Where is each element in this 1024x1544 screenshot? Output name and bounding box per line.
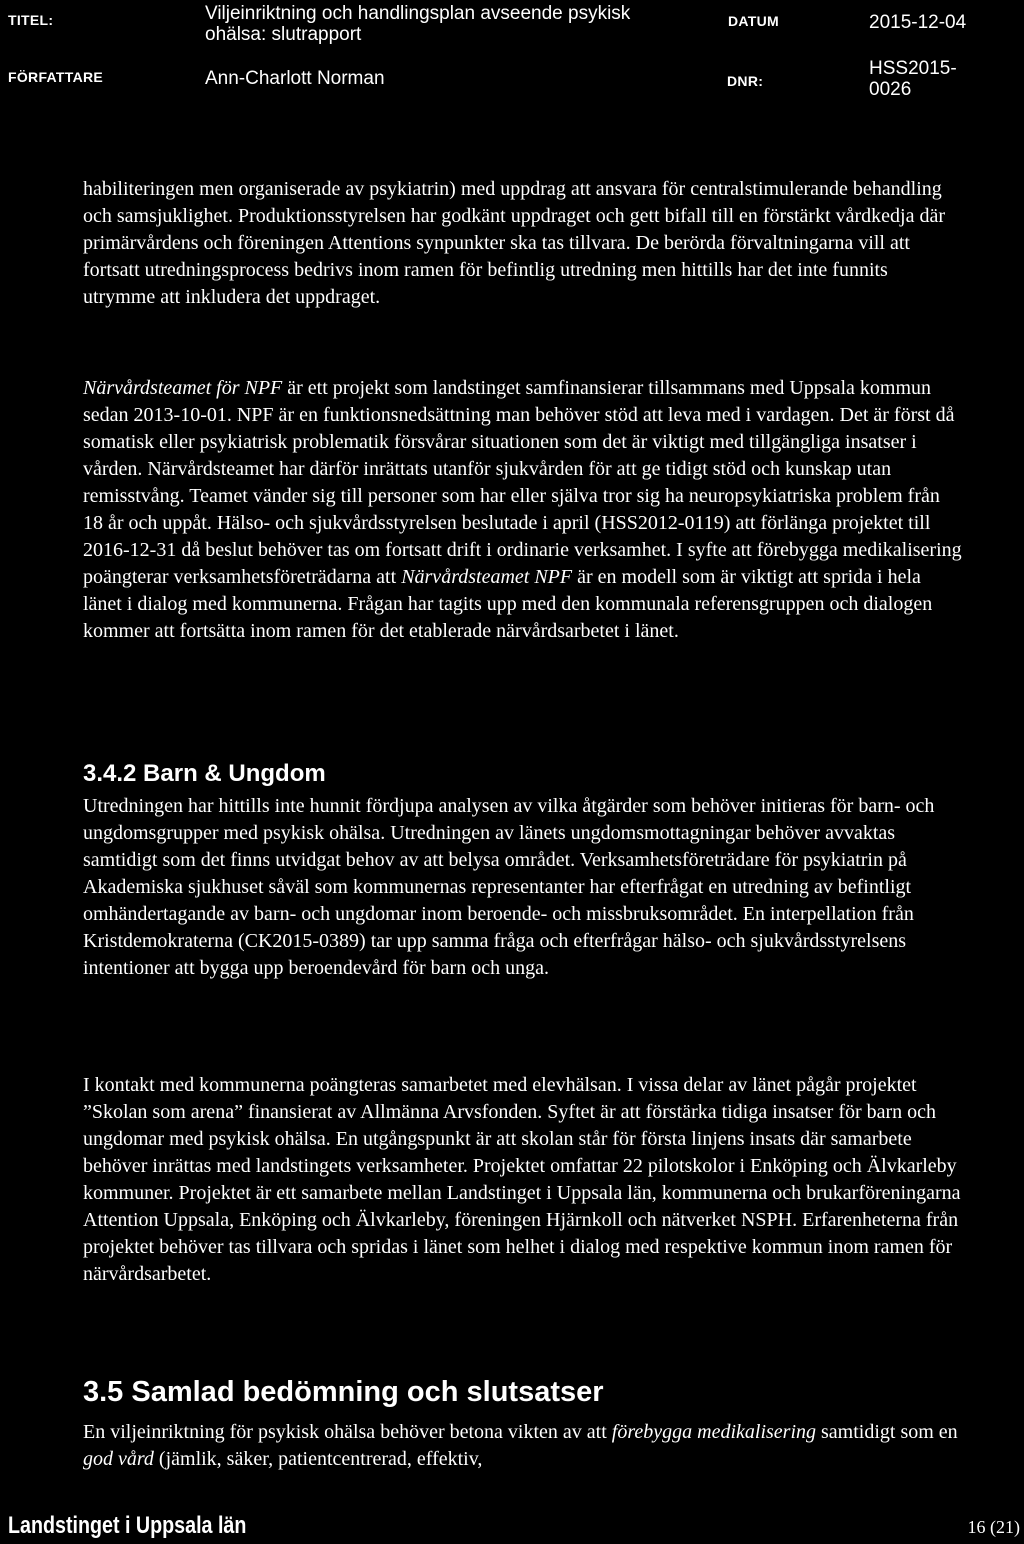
italic-term: Närvårdsteamet NPF (401, 566, 573, 588)
paragraph-text: Utredningen har hittills inte hunnit fördjupa analysen av vilka åtgärder som behöver initieras för barn- och ungdomsgrupper med psykisk ohälsa. Utredningen av länets ungdomsmottagningar behöver avvaktas samtidigt som det finns utvidgat behov av att belysa området. Verksamhetsföreträdare för psykiatrin på Akademiska sjukhuset såväl som kommunernas representanter har efterfrågat en utredning av befintligt omhändertagande av barn- och ungdomar inom beroende- och missbruksområdet. En interpellation från Kristdemokraterna (CK2015-0389) tar upp samma fråga och efterfrågar hälso- och sjukvårdsstyrelsens intentioner att bygga upp beroendevård för barn och unga. (83, 795, 935, 979)
dnr-value-line1: HSS2015- (869, 58, 957, 79)
paragraph-narvardsteamet (83, 375, 963, 645)
datum-value: 2015-12-04 (869, 12, 967, 33)
paragraph-kommunerna (83, 1072, 963, 1288)
italic-term: Närvårdsteamet för NPF (83, 377, 283, 399)
text-span: En viljeinriktning för psykisk ohälsa behöver betona vikten av att (83, 1421, 612, 1443)
italic-term: god vård (83, 1448, 154, 1470)
paragraph-habilitering (83, 176, 963, 311)
titel-label: TITEL: (8, 12, 54, 28)
text-span: samtidigt som en (816, 1421, 958, 1443)
document-title (205, 3, 630, 45)
text-span: (jämlik, säker, patientcentrerad, effektiv, (153, 1448, 483, 1470)
paragraph-text: habiliteringen men organiserade av psykiatrin) med uppdrag att ansvara för centralstimulerande behandling och samsjuklighet. Produktionsstyrelsen har godkänt uppdraget och gett bifall till en förstärkt vårdkedja där primärvårdens och föreningen Attentions synpunkter ska tas tillvara. De berörda förvaltningarna vill att fortsatt utredningsprocess bedrivs inom ramen för befintlig utredning men hittills har det inte funnits utrymme att inkludera det uppdraget. (83, 178, 946, 308)
text-span: är en modell som är viktigt att sprida i hela länet i dialog med kommunerna. Frågan har tagits upp med den kommunala referensgruppen och dialogen kommer att fortsätta inom ramen för det etablerade närvårdsarbetet i länet. (83, 566, 933, 642)
landstinget-logo: Landstinget i Uppsala län (8, 1512, 247, 1539)
heading-3-5: 3.5 Samlad bedömning och slutsatser (83, 1376, 604, 1408)
paragraph-text (83, 375, 963, 645)
datum-label: DATUM (728, 13, 780, 29)
paragraph-text (83, 1419, 963, 1473)
page-number: 16 (21) (967, 1517, 1020, 1537)
author-name: Ann-Charlott Norman (205, 68, 385, 89)
text-span: är ett projekt som landstinget samfinansierar tillsammans med Uppsala kommun sedan 2013-10-01. NPF är en funktionsnedsättning man behöver stöd att leva med i vardagen. Det är först då somatisk eller psykiatrisk problematik försvårar situationen som det är viktigt med tillgängliga insatser i vården. Närvårdsteamet har därför inrättats utanför sjukvården för att ge tidigt stöd och kunskap utan remisstvång. Teamet vänder sig till personer som har eller själva tror sig ha neuropsykiatriska problem från 18 år och uppåt. Hälso- och sjukvårdsstyrelsen beslutade i april (HSS2012-0119) att förlänga projektet till 2016-12-31 då beslut behöver tas om fortsatt drift i ordinarie verksamhet. I syfte att förebygga medikalisering poängterar verksamhetsföreträdarna att (83, 377, 962, 588)
dnr-value (869, 58, 957, 100)
heading-3-4-2: 3.4.2 Barn & Ungdom (83, 760, 326, 787)
dnr-label: DNR: (727, 73, 764, 89)
dnr-value-line2: 0026 (869, 79, 912, 100)
paragraph-text: I kontakt med kommunerna poängteras samarbetet med elevhälsan. I vissa delar av länet pågår projektet ”Skolan som arena” finansierat av Allmänna Arvsfonden. Syftet är att förstärka tidiga insatser för barn och ungdomar med psykisk ohälsa. En utgångspunkt är att skolan står för första linjens insats där samarbete behöver inrättas med landstingets verksamheter. Projektet omfattar 22 pilotskolor i Enköping och Älvkarleby kommuner. Projektet är ett samarbete mellan Landstinget i Uppsala län, kommunerna och brukarföreningarna Attention Uppsala, Enköping och Älvkarleby, föreningen Hjärnkoll och nätverket NSPH. Erfarenheterna från projektet behöver tas tillvara och spridas i länet som helhet i dialog med respektive kommun inom ramen för närvårdsarbetet. (83, 1074, 961, 1285)
document-title-line2: ohälsa: slutrapport (205, 24, 362, 45)
document-title-line1: Viljeinriktning och handlingsplan avseende psykisk (205, 3, 631, 24)
forfattare-label: FÖRFATTARE (8, 69, 104, 85)
italic-term: förebygga medikalisering (611, 1421, 816, 1443)
paragraph-samlad-bedomning (83, 1419, 963, 1473)
paragraph-barn-ungdom (83, 793, 963, 982)
